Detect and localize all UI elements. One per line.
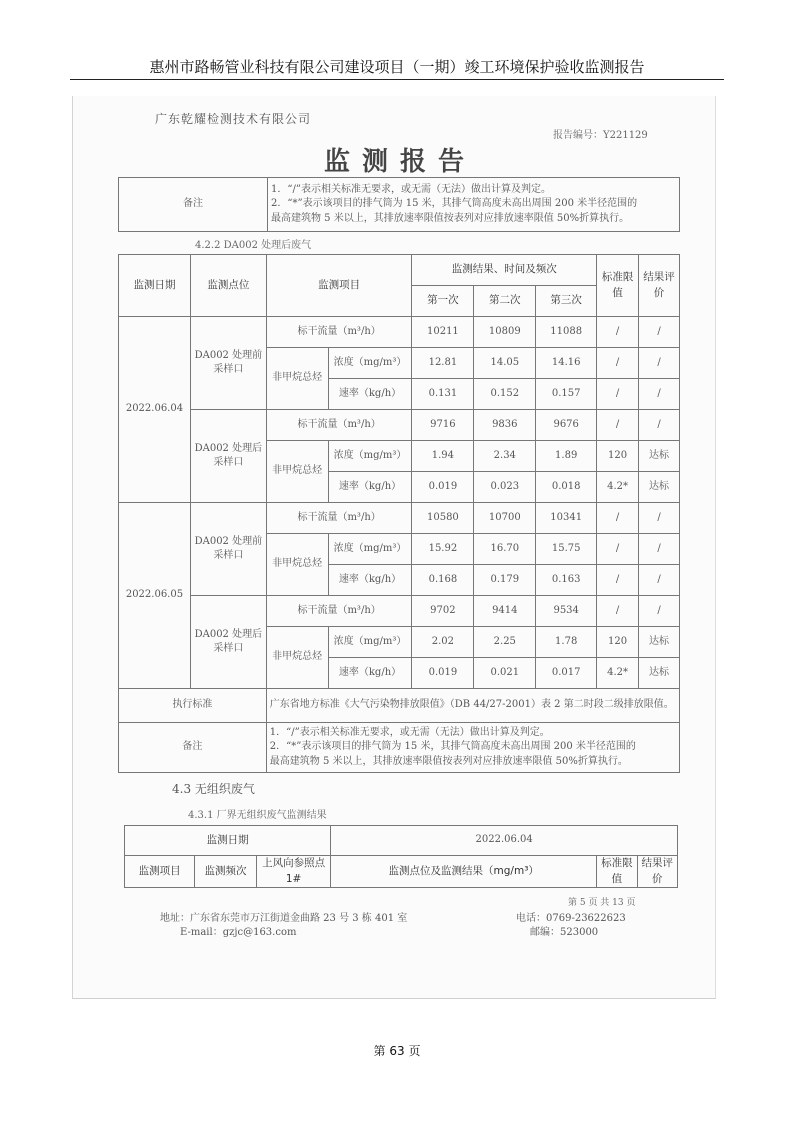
value-cell: 0.131 (412, 379, 474, 410)
rate-label: 速率（kg/h） (328, 472, 412, 503)
point-cell: DA002 处理后采样口 (190, 410, 266, 503)
date-cell: 2022.06.05 (119, 503, 191, 689)
value-cell: 0.152 (474, 379, 536, 410)
value-cell: 2.02 (412, 627, 474, 658)
value-cell: 16.70 (474, 534, 536, 565)
standard-label: 执行标准 (119, 689, 267, 723)
limit-cell: / (597, 596, 639, 627)
value-cell: 0.019 (412, 658, 474, 689)
header-third: 第三次 (536, 286, 597, 317)
value-cell: 1.78 (536, 627, 597, 658)
flow-label: 标干流量（m³/h） (266, 410, 412, 441)
remark-label: 备注 (119, 723, 267, 773)
limit-cell: 4.2* (597, 658, 639, 689)
t2-date-value: 2022.06.04 (331, 826, 678, 856)
header-divider (70, 79, 724, 80)
rate-label: 速率（kg/h） (328, 658, 412, 689)
document-header: 惠州市路畅管业科技有限公司建设项目（一期）竣工环境保护验收监测报告 (149, 58, 645, 76)
remark-line: 最高建筑物 5 米以上，其排放速率限值按表列对应排放速率限值 50%折算执行。 (269, 755, 628, 767)
table-row (119, 410, 680, 441)
point-cell: DA002 处理前采样口 (190, 317, 266, 410)
top-remark-line: 2．“*”表示该项目的排气筒为 15 米，其排气筒高度未高出周围 200 米半径范围的 (271, 198, 638, 210)
value-cell: 2.25 (474, 627, 536, 658)
eval-cell: / (639, 596, 680, 627)
t2-item: 监测项目 (125, 856, 195, 888)
t2-result: 监测点位及监测结果（mg/m³） (331, 856, 597, 888)
top-remark-text (268, 178, 680, 232)
page-number: 第 63 页 (373, 1044, 421, 1058)
value-cell: 14.05 (474, 348, 536, 379)
section-4-3-1-heading: 4.3.1 厂界无组织废气监测结果 (188, 810, 327, 821)
limit-cell: / (597, 565, 639, 596)
limit-cell: / (597, 379, 639, 410)
section-4-3-heading: 4.3 无组织废气 (172, 782, 255, 796)
value-cell: 0.157 (536, 379, 597, 410)
eval-cell: / (639, 565, 680, 596)
eval-cell: / (639, 410, 680, 441)
conc-label: 浓度（mg/m³） (328, 627, 412, 658)
value-cell: 0.021 (474, 658, 536, 689)
header-second: 第二次 (474, 286, 536, 317)
value-cell: 0.018 (536, 472, 597, 503)
remark-text (266, 723, 679, 773)
header-results: 监测结果、时间及频次 (412, 255, 597, 286)
header-first: 第一次 (412, 286, 474, 317)
t2-limit: 标准限值 (597, 856, 637, 888)
value-cell: 0.019 (412, 472, 474, 503)
limit-cell: / (597, 317, 639, 348)
eval-cell: 达标 (639, 472, 680, 503)
eval-cell: 达标 (639, 658, 680, 689)
point-cell: DA002 处理后采样口 (190, 596, 266, 689)
value-cell: 9702 (412, 596, 474, 627)
header-item: 监测项目 (266, 255, 412, 317)
top-remark-table (118, 177, 680, 232)
value-cell: 0.168 (412, 565, 474, 596)
value-cell: 9716 (412, 410, 474, 441)
company-name: 广东乾耀检测技术有限公司 (155, 112, 312, 126)
conc-label: 浓度（mg/m³） (328, 534, 412, 565)
monitoring-table (118, 254, 680, 773)
value-cell: 10809 (474, 317, 536, 348)
value-cell: 12.81 (412, 348, 474, 379)
value-cell: 9676 (536, 410, 597, 441)
report-title: 监测报告 (323, 147, 476, 177)
t2-ref: 上风向参照点 1# (256, 856, 330, 888)
limit-cell: / (597, 410, 639, 441)
value-cell: 9836 (474, 410, 536, 441)
value-cell: 2.34 (474, 441, 536, 472)
value-cell: 0.163 (536, 565, 597, 596)
table-row (119, 596, 680, 627)
value-cell: 14.16 (536, 348, 597, 379)
table-row (119, 317, 680, 348)
flow-label: 标干流量（m³/h） (266, 317, 412, 348)
table-row (119, 723, 680, 773)
eval-cell: 达标 (639, 441, 680, 472)
header-eval: 结果评价 (639, 255, 680, 317)
limit-cell: 120 (597, 627, 639, 658)
table-row (119, 503, 680, 534)
limit-cell: / (597, 534, 639, 565)
value-cell: 11088 (536, 317, 597, 348)
footer-phone: 电话：0769-23622623 (516, 913, 626, 924)
remark-line: 2．“*”表示该项目的排气筒为 15 米，其排气筒高度未高出周围 200 米半径范围的 (269, 741, 636, 753)
remark-line: 1．“/”表示相关标准无要求，或无需（无法）做出计算及判定。 (269, 726, 550, 738)
value-cell: 10211 (412, 317, 474, 348)
rate-label: 速率（kg/h） (328, 565, 412, 596)
limit-cell: 4.2* (597, 472, 639, 503)
value-cell: 10341 (536, 503, 597, 534)
table-row (119, 689, 680, 723)
header-limit: 标准限值 (597, 255, 639, 317)
fugitive-table (124, 825, 678, 888)
value-cell: 0.023 (474, 472, 536, 503)
eval-cell: / (639, 317, 680, 348)
pollutant-cell: 非甲烷总烃 (266, 348, 328, 410)
t2-freq: 监测频次 (195, 856, 257, 888)
value-cell: 10700 (474, 503, 536, 534)
report-page-indicator: 第 5 页 共 13 页 (568, 898, 636, 908)
header-date: 监测日期 (119, 255, 191, 317)
value-cell: 10580 (412, 503, 474, 534)
limit-cell: / (597, 348, 639, 379)
value-cell: 9414 (474, 596, 536, 627)
value-cell: 9534 (536, 596, 597, 627)
eval-cell: / (639, 348, 680, 379)
limit-cell: 120 (597, 441, 639, 472)
limit-cell: / (597, 503, 639, 534)
eval-cell: / (639, 503, 680, 534)
standard-text: 广东省地方标准《大气污染物排放限值》（DB 44/27-2001）表 2 第二时段二级排放限值。 (266, 689, 679, 723)
value-cell: 1.89 (536, 441, 597, 472)
rate-label: 速率（kg/h） (328, 379, 412, 410)
footer-address: 地址：广东省东莞市万江街道金曲路 23 号 3 栋 401 室 (160, 913, 408, 924)
flow-label: 标干流量（m³/h） (266, 503, 412, 534)
footer-email: E-mail：gzjc@163.com (180, 927, 297, 938)
t2-eval: 结果评价 (637, 856, 677, 888)
value-cell: 15.92 (412, 534, 474, 565)
top-remark-line: 最高建筑物 5 米以上，其排放速率限值按表列对应排放速率限值 50%折算执行。 (271, 212, 630, 224)
conc-label: 浓度（mg/m³） (328, 348, 412, 379)
header-point: 监测点位 (190, 255, 266, 317)
section-4-2-2-heading: 4.2.2 DA002 处理后废气 (195, 240, 312, 251)
eval-cell: 达标 (639, 627, 680, 658)
footer-zip: 邮编：523000 (530, 927, 599, 938)
value-cell: 15.75 (536, 534, 597, 565)
report-number: 报告编号：Y221129 (553, 130, 648, 141)
value-cell: 0.017 (536, 658, 597, 689)
pollutant-cell: 非甲烷总烃 (266, 627, 328, 689)
eval-cell: / (639, 379, 680, 410)
top-remark-line: 1．“/”表示相关标准无要求，或无需（无法）做出计算及判定。 (271, 183, 551, 195)
date-cell: 2022.06.04 (119, 317, 191, 503)
top-remark-label: 备注 (119, 178, 268, 232)
pollutant-cell: 非甲烷总烃 (266, 534, 328, 596)
pollutant-cell: 非甲烷总烃 (266, 441, 328, 503)
value-cell: 1.94 (412, 441, 474, 472)
conc-label: 浓度（mg/m³） (328, 441, 412, 472)
flow-label: 标干流量（m³/h） (266, 596, 412, 627)
t2-date-label: 监测日期 (125, 826, 331, 856)
value-cell: 0.179 (474, 565, 536, 596)
point-cell: DA002 处理前采样口 (190, 503, 266, 596)
eval-cell: / (639, 534, 680, 565)
